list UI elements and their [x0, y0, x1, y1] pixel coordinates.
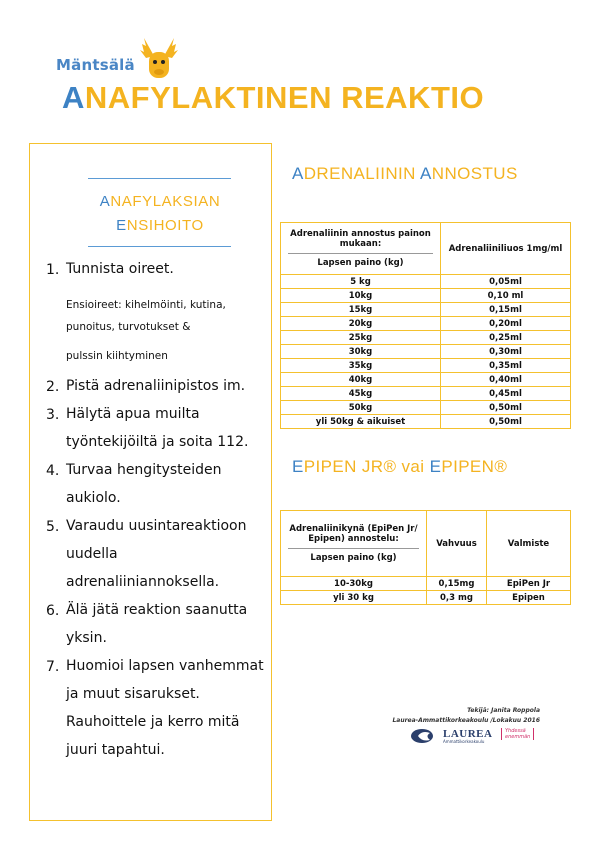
header-text: Lapsen paino (kg): [310, 553, 397, 563]
table-cell: 0,25ml: [441, 331, 571, 345]
header-text: Lapsen paino (kg): [317, 258, 404, 268]
table-row: [281, 331, 571, 345]
table-header-row: [281, 223, 571, 275]
step-text: Varaudu uusintareaktioon uudella adrenaliiniannoksella.: [66, 518, 247, 590]
table-row: [281, 345, 571, 359]
table-cell: 0,45ml: [441, 387, 571, 401]
table-row: [281, 373, 571, 387]
table-cell: 0,3 mg: [427, 591, 487, 605]
divider: [288, 548, 419, 549]
author-credit: [380, 706, 540, 726]
symptoms-text: pulssin kiihtyminen: [66, 350, 168, 362]
step-number: 3.: [46, 407, 60, 423]
laurea-subtitle: Ammattikorkeakoulu: [443, 739, 485, 744]
table-cell: EpiPen Jr: [487, 577, 571, 591]
table-cell: 0,40ml: [441, 373, 571, 387]
step-text: Turvaa hengitysteiden aukiolo.: [66, 462, 222, 506]
table-cell: 25kg: [281, 331, 441, 345]
step-text: Hälytä apua muilta työntekijöiltä ja soita 112.: [66, 406, 249, 450]
dosage-table: [280, 222, 571, 429]
table-cell: 45kg: [281, 387, 441, 401]
step-number: 4.: [46, 463, 60, 479]
table-cell: 0,10 ml: [441, 289, 571, 303]
table-header-cell: Valmiste: [487, 511, 571, 577]
table-cell: 0,30ml: [441, 345, 571, 359]
header-text: Adrenaliinikynä (EpiPen Jr/ Epipen) annostelu:: [289, 524, 418, 544]
table-row: [281, 387, 571, 401]
table-cell: 15kg: [281, 303, 441, 317]
step-number: 7.: [46, 659, 60, 675]
step-text: Tunnista oireet.: [66, 261, 174, 277]
laurea-slogan: Yhdessä enemmän: [501, 728, 534, 740]
table-header-cell: [281, 223, 441, 275]
table-cell: Epipen: [487, 591, 571, 605]
table-row: [281, 415, 571, 429]
step-number: 2.: [46, 379, 60, 395]
step-text: Huomioi lapsen vanhemmat ja muut sisarukset. Rauhoittele ja kerro mitä juuri tapahtui.: [66, 658, 264, 758]
moose-icon: [136, 34, 182, 80]
page-title: ANAFYLAKTINEN REAKTIO: [62, 80, 485, 115]
first-aid-title: ANAFYLAKSIAN ENSIHOITO: [99, 193, 221, 234]
table-header-row: [281, 511, 571, 577]
table-cell: 10-30kg: [281, 577, 427, 591]
table-cell: 40kg: [281, 373, 441, 387]
header-text: Adrenaliinin annostus painon mukaan:: [290, 229, 431, 249]
laurea-mark-icon: [410, 727, 440, 745]
step-number: 5.: [46, 519, 60, 535]
mantsala-logo: [56, 34, 186, 82]
table-cell: 0,35ml: [441, 359, 571, 373]
divider: [88, 178, 231, 179]
logo-text: Mäntsälä: [56, 56, 135, 74]
step-number: 6.: [46, 603, 60, 619]
table-row: [281, 359, 571, 373]
laurea-wordmark: LAUREA: [443, 728, 493, 740]
table-cell: yli 30 kg: [281, 591, 427, 605]
table-cell: yli 50kg & aikuiset: [281, 415, 441, 429]
epipen-table: [280, 510, 571, 605]
table-cell: 0,05ml: [441, 275, 571, 289]
author-line: Tekijä: Janita Roppola: [467, 707, 540, 714]
table-cell: 5 kg: [281, 275, 441, 289]
divider: [88, 246, 231, 247]
laurea-logo: [410, 727, 540, 747]
table-cell: 10kg: [281, 289, 441, 303]
step-text: Älä jätä reaktion saanutta yksin.: [66, 602, 248, 646]
table-cell: 0,50ml: [441, 415, 571, 429]
table-cell: 0,15ml: [441, 303, 571, 317]
table-cell: 50kg: [281, 401, 441, 415]
symptoms-text: Ensioireet: kihelmöinti, kutina,: [66, 299, 226, 311]
table-header-cell: [281, 511, 427, 577]
table-cell: 0,15mg: [427, 577, 487, 591]
table-cell: 35kg: [281, 359, 441, 373]
table-row: [281, 303, 571, 317]
symptoms-text: punoitus, turvotukset &: [66, 321, 191, 333]
table-header-cell: Vahvuus: [427, 511, 487, 577]
table-row: [281, 289, 571, 303]
table-row: [281, 275, 571, 289]
step-number: 1.: [46, 262, 60, 278]
table-row: [281, 591, 571, 605]
dosage-title: ADRENALIININ ANNOSTUS: [292, 164, 518, 183]
table-cell: 0,20ml: [441, 317, 571, 331]
table-cell: 30kg: [281, 345, 441, 359]
table-cell: 0,50ml: [441, 401, 571, 415]
divider: [288, 253, 433, 254]
table-row: [281, 401, 571, 415]
step-text: Pistä adrenaliinipistos im.: [66, 378, 246, 394]
table-header-cell: Adrenaliiniliuos 1mg/ml: [441, 223, 571, 275]
table-row: [281, 577, 571, 591]
table-row: [281, 317, 571, 331]
school-line: Laurea-Ammattikorkeakoulu /Lokakuu 2016: [392, 717, 540, 724]
epipen-title: EPIPEN JR® vai EPIPEN®: [292, 457, 508, 476]
table-cell: 20kg: [281, 317, 441, 331]
